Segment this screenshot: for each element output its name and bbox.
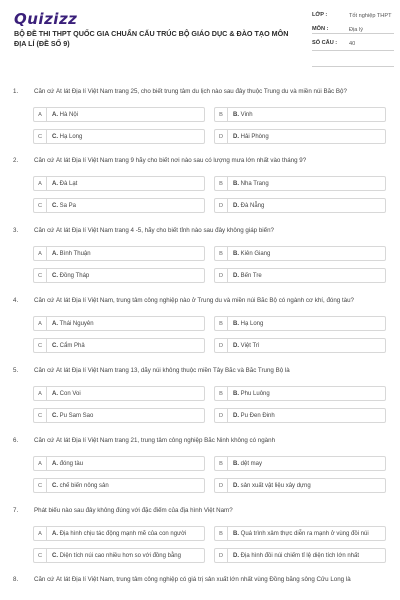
- option-letter: A: [34, 317, 47, 330]
- info-class-label: LỚP :: [312, 12, 328, 18]
- answer-option[interactable]: [214, 478, 386, 493]
- option-letter: B: [215, 317, 228, 330]
- option-letter: C: [34, 199, 47, 212]
- option-letter: D: [215, 199, 228, 212]
- answer-option[interactable]: [33, 338, 205, 353]
- option-text: C. Đồng Tháp: [52, 272, 90, 279]
- option-text: D. Pu Đen Đinh: [233, 412, 275, 419]
- answer-option[interactable]: [214, 456, 386, 471]
- answer-option[interactable]: [214, 386, 386, 401]
- option-letter: C: [34, 479, 47, 492]
- option-text: C. Diện tích núi cao nhiều hơn so với đồng bằng: [52, 552, 181, 559]
- answer-option[interactable]: [214, 107, 386, 122]
- question-text: Phát biểu nào sau đây không đúng với đặc điểm của địa hình Việt Nam?: [34, 507, 233, 514]
- answer-option[interactable]: [33, 478, 205, 493]
- answer-option[interactable]: [33, 246, 205, 261]
- option-text: B. Phu Luông: [233, 390, 270, 397]
- option-letter: D: [215, 549, 228, 562]
- option-letter: C: [34, 269, 47, 282]
- option-letter: D: [215, 479, 228, 492]
- option-text: B. Kiên Giang: [233, 250, 271, 257]
- option-letter: B: [215, 527, 228, 540]
- info-class-row: [312, 12, 394, 20]
- question-text: Căn cứ Át lát Địa lí Việt Nam, trung tâm công nghiệp nào ở Trung du và miền núi Bắc Bộ có ngành cơ khí, đóng tàu?: [34, 297, 354, 304]
- question-number: 8.: [13, 576, 19, 583]
- quizizz-logo: Quizizz: [14, 10, 78, 28]
- info-subject-label: MÔN :: [312, 26, 329, 32]
- question-text: Căn cứ Át lát Địa lí Việt Nam trang 4 -5, hãy cho biết tỉnh nào sau đây không giáp biển?: [34, 227, 274, 234]
- answer-option[interactable]: [33, 408, 205, 423]
- option-text: B. Nha Trang: [233, 180, 269, 187]
- option-text: B. Quá trình xâm thực diễn ra mạnh ở vùng đồi núi: [233, 530, 369, 537]
- answer-option[interactable]: [214, 246, 386, 261]
- option-text: B. dệt may: [233, 460, 263, 467]
- option-text: D. sản xuất vật liệu xây dựng: [233, 482, 311, 489]
- answer-option[interactable]: [214, 408, 386, 423]
- option-letter: A: [34, 457, 47, 470]
- question-number: 2.: [13, 157, 19, 164]
- option-text: D. Hải Phòng: [233, 133, 269, 140]
- info-count-value: 40: [349, 41, 356, 47]
- question-text: Căn cứ Át lát Địa lí Việt Nam trang 13, dãy núi không thuộc miền Tây Bắc và Bắc Trung Bộ là: [34, 367, 290, 374]
- option-letter: A: [34, 177, 47, 190]
- option-letter: B: [215, 177, 228, 190]
- info-count-row: [312, 40, 394, 48]
- option-letter: A: [34, 108, 47, 121]
- answer-option[interactable]: [33, 548, 205, 563]
- answer-option[interactable]: [214, 176, 386, 191]
- option-letter: C: [34, 549, 47, 562]
- option-letter: A: [34, 387, 47, 400]
- question-number: 6.: [13, 437, 19, 444]
- question-text: Căn cứ Át lát Địa lí Việt Nam trang 21, trung tâm công nghiệp Bắc Ninh không có ngành: [34, 437, 276, 444]
- info-subject-value: Địa lý: [349, 27, 363, 33]
- info-class-value: Tốt nghiệp THPT: [349, 13, 392, 19]
- info-count-label: SỐ CÂU :: [312, 40, 338, 46]
- answer-option[interactable]: [33, 316, 205, 331]
- option-text: C. Hạ Long: [52, 133, 83, 140]
- question-text: Căn cứ Át lát Địa lí Việt Nam trang 25, cho biết trung tâm du lịch nào sau đây thuộc Trung du và miền núi Bắc Bộ?: [34, 88, 347, 95]
- option-letter: A: [34, 527, 47, 540]
- option-text: C. Cẩm Phả: [52, 342, 85, 349]
- option-text: B. Hạ Long: [233, 320, 264, 327]
- question-number: 3.: [13, 227, 19, 234]
- answer-option[interactable]: [33, 526, 205, 541]
- option-text: D. Đà Nẵng: [233, 202, 265, 209]
- document-title: BỘ ĐỀ THI THPT QUỐC GIA CHUẨN CẤU TRÚC BỘ GIÁO DỤC & ĐÀO TẠO MÔN ĐỊA LÍ (ĐỀ SỐ 9): [14, 29, 289, 48]
- answer-option[interactable]: [214, 316, 386, 331]
- option-letter: D: [215, 130, 228, 143]
- answer-option[interactable]: [33, 386, 205, 401]
- option-text: A. Bình Thuận: [52, 250, 91, 257]
- option-letter: B: [215, 247, 228, 260]
- option-letter: A: [34, 247, 47, 260]
- option-letter: D: [215, 269, 228, 282]
- answer-option[interactable]: [33, 456, 205, 471]
- answer-option[interactable]: [214, 548, 386, 563]
- option-letter: B: [215, 457, 228, 470]
- option-text: B. Vinh: [233, 111, 253, 118]
- answer-option[interactable]: [33, 129, 205, 144]
- answer-option[interactable]: [33, 176, 205, 191]
- answer-option[interactable]: [214, 129, 386, 144]
- info-divider: [312, 66, 394, 67]
- question-number: 1.: [13, 88, 19, 95]
- answer-option[interactable]: [33, 268, 205, 283]
- question-text: Căn cứ Át lát Địa lí Việt Nam trang 9 hãy cho biết nơi nào sau có lượng mưa lớn nhất vào tháng 9?: [34, 157, 307, 164]
- question-text: Căn cứ Át lát Địa lí Việt Nam, trung tâm công nghiệp có giá trị sản xuất lớn nhất vùng Đồng bằng sông Cửu Long là: [34, 576, 351, 583]
- answer-option[interactable]: [33, 107, 205, 122]
- option-letter: C: [34, 130, 47, 143]
- question-number: 7.: [13, 507, 19, 514]
- question-number: 4.: [13, 297, 19, 304]
- option-letter: D: [215, 409, 228, 422]
- option-text: C. Sa Pa: [52, 202, 77, 209]
- option-text: C. chế biến nông sản: [52, 482, 109, 489]
- option-text: A. Địa hình chịu tác động mạnh mẽ của con người: [52, 530, 187, 537]
- option-letter: C: [34, 339, 47, 352]
- option-text: D. Địa hình đồi núi chiếm tỉ lệ diện tích lớn nhất: [233, 552, 360, 559]
- option-letter: B: [215, 387, 228, 400]
- option-text: A. Thái Nguyên: [52, 320, 94, 327]
- option-text: D. Việt Trì: [233, 342, 260, 349]
- option-text: D. Bến Tre: [233, 272, 262, 279]
- document-header: [0, 0, 400, 76]
- info-divider: [312, 33, 394, 34]
- answer-option[interactable]: [214, 268, 386, 283]
- option-text: A. Hà Nội: [52, 111, 79, 118]
- option-letter: C: [34, 409, 47, 422]
- option-text: A. đóng tàu: [52, 460, 84, 467]
- answer-option[interactable]: [214, 526, 386, 541]
- answer-option[interactable]: [214, 198, 386, 213]
- option-text: A. Đà Lạt: [52, 180, 78, 187]
- answer-option[interactable]: [33, 198, 205, 213]
- option-text: A. Con Voi: [52, 390, 81, 397]
- option-text: C. Pu Sam Sao: [52, 412, 94, 419]
- question-number: 5.: [13, 367, 19, 374]
- option-letter: B: [215, 108, 228, 121]
- info-divider: [312, 50, 394, 51]
- answer-option[interactable]: [214, 338, 386, 353]
- option-letter: D: [215, 339, 228, 352]
